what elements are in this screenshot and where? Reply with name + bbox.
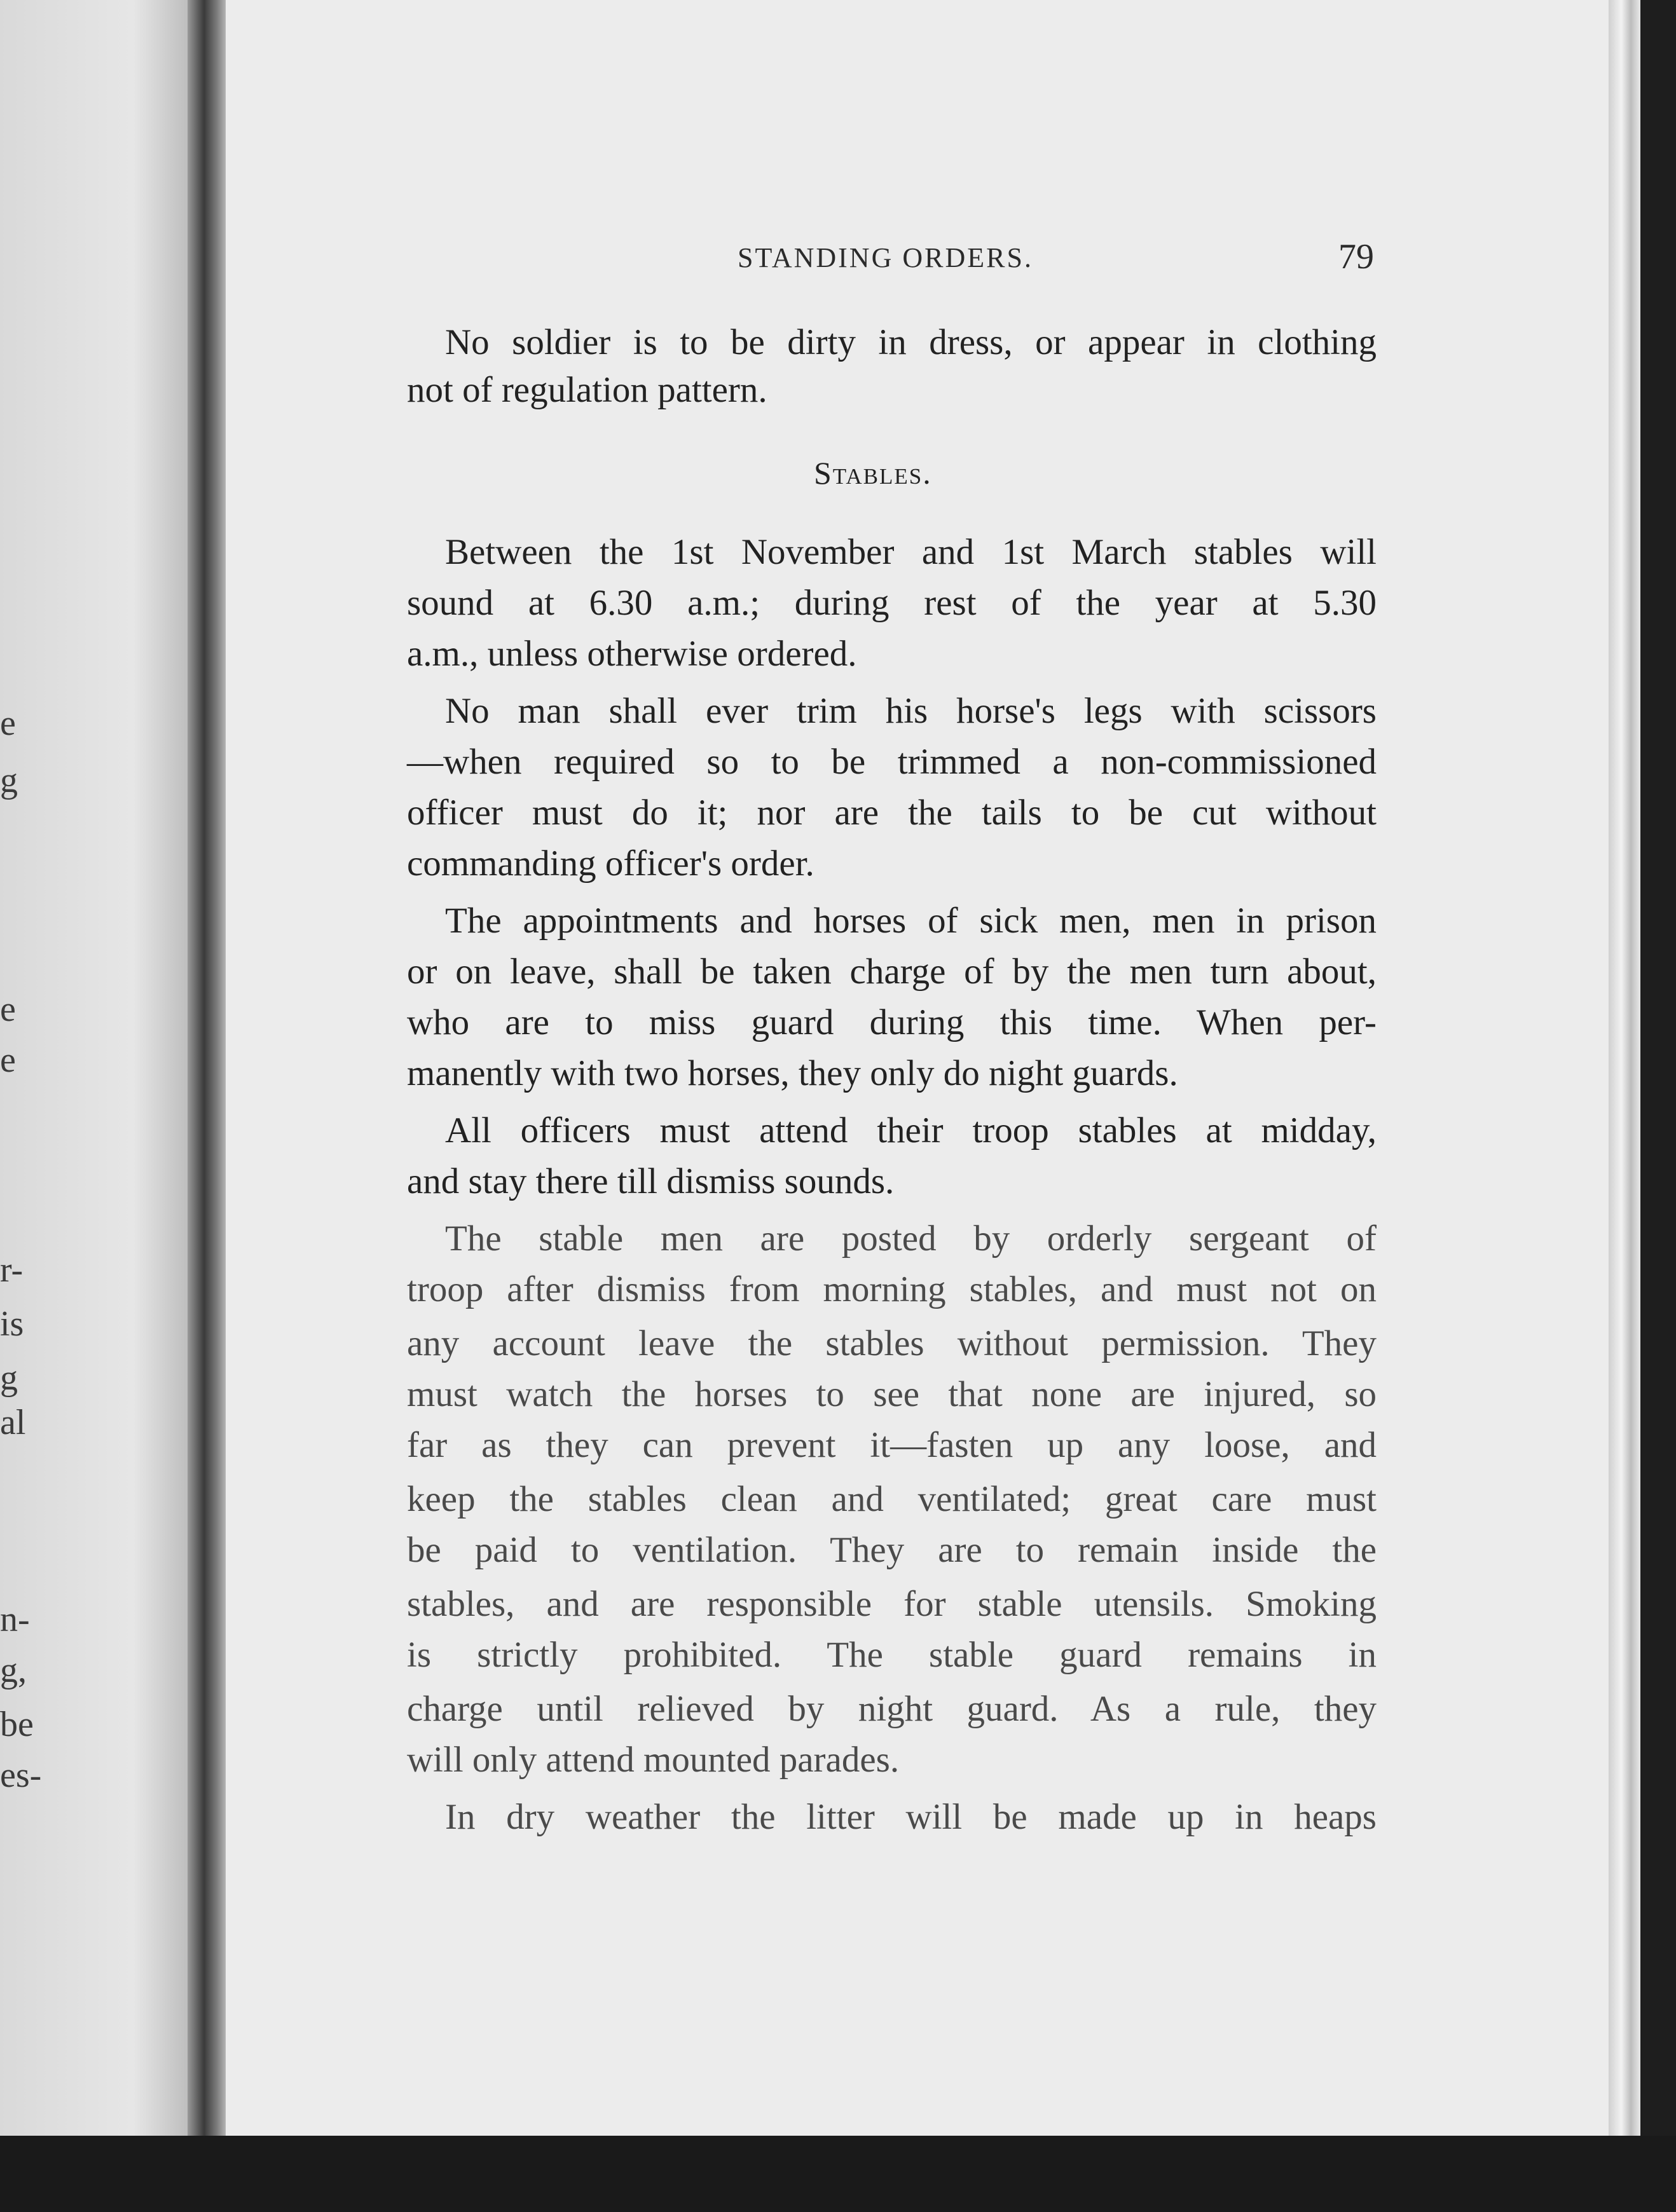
left-page-fragment: e <box>0 1041 16 1080</box>
page-edge <box>1609 0 1640 2161</box>
text-line: —when required so to be trimmed a non-commissioned <box>407 742 1377 782</box>
left-page-fragment: e <box>0 990 16 1029</box>
text-line: a.m., unless otherwise ordered. <box>407 634 857 674</box>
text-line: is strictly prohibited. The stable guard remains in <box>407 1635 1377 1675</box>
left-facing-page <box>0 0 191 2136</box>
page-number: 79 <box>1338 237 1374 276</box>
left-page-fragment: g <box>0 761 18 800</box>
text-line: The stable men are posted by orderly sergeant of <box>445 1219 1377 1259</box>
left-page-fragment: g <box>0 1358 18 1398</box>
text-line: commanding officer's order. <box>407 843 814 884</box>
text-line: will only attend mounted parades. <box>407 1740 900 1780</box>
text-line: keep the stables clean and ventilated; great care must <box>407 1479 1377 1519</box>
text-line: must watch the horses to see that none are injured, so <box>407 1374 1377 1414</box>
section-heading: Stables. <box>814 455 932 491</box>
book-gutter <box>188 0 229 2136</box>
text-line: not of regulation pattern. <box>407 370 767 410</box>
left-page-fragment: r- <box>0 1250 24 1290</box>
text-line: or on leave, shall be taken charge of by the men turn about, <box>407 952 1377 992</box>
text-line: In dry weather the litter will be made up in heaps <box>445 1797 1377 1837</box>
left-page-fragment: es- <box>0 1756 42 1795</box>
running-head: STANDING ORDERS. <box>738 242 1033 273</box>
text-line: All officers must attend their troop stables at midday, <box>445 1110 1377 1150</box>
text-line: No man shall ever trim his horse's legs with scissors <box>445 691 1377 731</box>
text-line: stables, and are responsible for stable utensils. Smoking <box>407 1584 1377 1624</box>
text-line: any account leave the stables without permission. They <box>407 1323 1377 1363</box>
text-line: officer must do it; nor are the tails to be cut without <box>407 793 1377 833</box>
text-line: be paid to ventilation. They are to remain inside the <box>407 1530 1377 1570</box>
left-page-fragment: e <box>0 704 16 743</box>
text-line: sound at 6.30 a.m.; during rest of the year at 5.30 <box>407 583 1377 623</box>
text-line: and stay there till dismiss sounds. <box>407 1161 895 1201</box>
text-line: far as they can prevent it—fasten up any loose, and <box>407 1425 1377 1465</box>
text-line: No soldier is to be dirty in dress, or appear in clothing <box>445 322 1377 362</box>
left-page-fragment: al <box>0 1403 26 1442</box>
bottom-shadow <box>0 2136 1676 2212</box>
text-line: Between the 1st November and 1st March stables will <box>445 532 1377 572</box>
text-line: manently with two horses, they only do night guards. <box>407 1053 1178 1093</box>
text-line: charge until relieved by night guard. As a rule, they <box>407 1689 1377 1729</box>
text-line: troop after dismiss from morning stables, and must not on <box>407 1269 1377 1309</box>
left-page-fragment: be <box>0 1705 34 1744</box>
left-page-fragment: g, <box>0 1651 27 1690</box>
left-page-fragment: is <box>0 1304 24 1344</box>
left-page-fragment: n- <box>0 1600 30 1639</box>
text-line: The appointments and horses of sick men, men in prison <box>445 901 1377 941</box>
text-line: who are to miss guard during this time. When per- <box>407 1002 1377 1042</box>
